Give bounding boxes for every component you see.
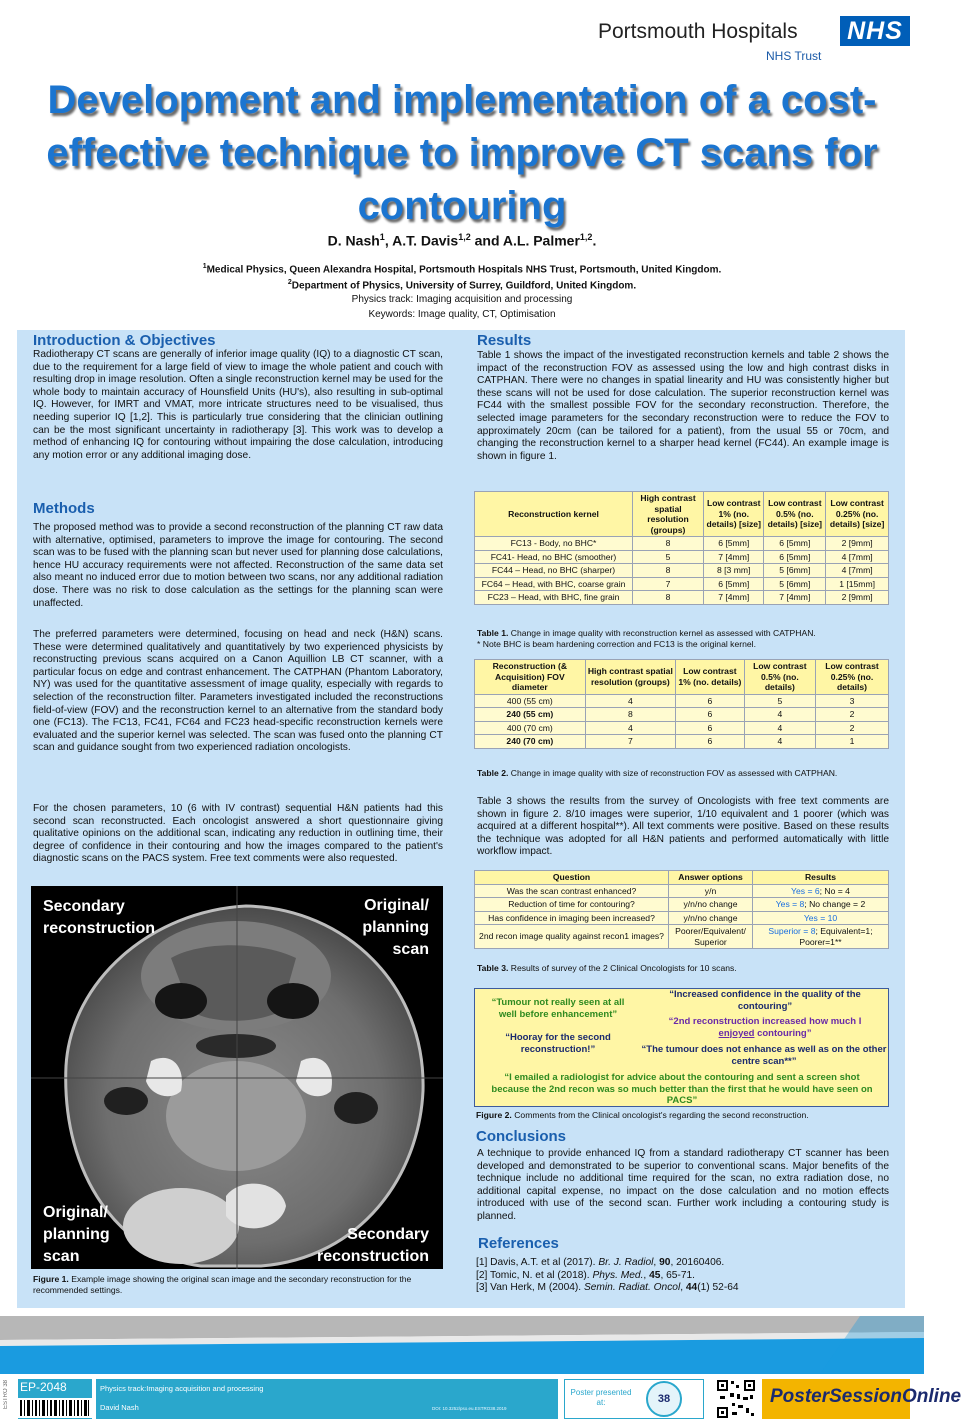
results-paragraph: Table 1 shows the impact of the investigated reconstruction kernels and table 2 shows the impact of the reconstruction FOV as assessed using the low and high contrast disks in CATPHAN. There were no changes in spatial linearity and HU was consistently higher but these scans will not be used for dose calculation. The superior reconstruction kernel was FC44 with the smallest possible FOV for the secondary reconstruction. Therefore, the selected image parameters for the secondary reconstruction were to reduce the FOV to approximately 20cm (can be tailored for a patient), from the usual 55 or 70cm, and changing the reconstruction kernel to a sharper head kernel (FC44). An example image is shown in figure 1. (477, 350, 889, 462)
table-cell: 2 [9mm] (826, 591, 889, 605)
methods-paragraph: The preferred parameters were determined, focusing on head and neck (H&N) scans. These were determined qualitatively and quantitatively by two experienced physicists by reconstructing previous scans acquired on a Canon Aquillion LB CT scanner, with a particular focus on edge and contrast enhancement. The CATPHAN (Phantom Laboratory, NY) was used for the quantitative assessment of image quality, especially with regards to selection of the reconstruction filter. Parameters investigated included the reconstructions field-of-view (FOV) and the reconstruction kernel to an alternative from the standard body one (FC13). The FC13, FC41, FC64 and FC23 head-specific reconstruction kernels were evaluated and the superior kernel was selected. The scan was fused onto the planning CT scan and guidance sought from two experienced radiation oncologists. (33, 629, 443, 754)
intro-heading: Introduction & Objectives (33, 332, 216, 349)
label-original-planning-scan: Original/ planning scan (362, 897, 429, 958)
table-cell: 7 [4mm] (704, 550, 764, 564)
affiliation-line (0, 276, 924, 292)
table-cell: 5 [6mm] (764, 577, 826, 591)
table-cell: y/n (669, 884, 753, 898)
table-cell: Was the scan contrast enhanced? (475, 884, 669, 898)
comments-box (474, 988, 889, 1107)
column-header: Low contrast 1% (no. details) [size] (704, 492, 764, 537)
table-cell: 4 (744, 721, 815, 735)
author-affiliation-mark: 1 (379, 232, 385, 242)
table-row (475, 708, 889, 722)
footer-stripes (0, 1316, 924, 1374)
column-header: Reconstruction (& Acquisition) FOV diameter (475, 660, 586, 695)
comment-quote: “Tumour not really seen at all well before enhancement” (491, 997, 625, 1020)
author-affiliation-mark: 1,2 (579, 232, 593, 242)
ct-scan-image (31, 886, 443, 1269)
table-cell: 4 (744, 708, 815, 722)
table-row (475, 721, 889, 735)
figure2-caption: Figure 2. Comments from the Clinical oncologist's regarding the second reconstruction. (476, 1110, 809, 1120)
affiliation-number: 2 (287, 279, 292, 287)
table-cell: 8 (633, 591, 704, 605)
table-cell: 8 (585, 708, 675, 722)
table-cell: Has confidence in imaging been increased? (475, 911, 669, 925)
table-header-row (475, 660, 889, 695)
table-reconstruction-kernel (474, 491, 889, 605)
table-reconstruction-fov (474, 659, 889, 749)
methods-heading: Methods (33, 500, 95, 517)
table-cell: 3 (816, 694, 889, 708)
author-name: D. Nash (327, 232, 380, 249)
table-row (475, 591, 889, 605)
table-cell: 2 (816, 708, 889, 722)
column-header: Results (753, 871, 889, 885)
table3-caption: Table 3. Results of survey of the 2 Clinical Oncologists for 10 scans. (477, 963, 737, 973)
table-cell: Yes = 10 (753, 911, 889, 925)
figure1-caption: Figure 1. Example image showing the original scan image and the secondary reconstruction for the recommended settings. (33, 1274, 412, 1295)
table-cell: y/n/no change (669, 911, 753, 925)
table-cell: 400 (55 cm) (475, 694, 586, 708)
table-row (475, 577, 889, 591)
table-cell: Superior = 8; Equivalent=1; Poorer=1** (753, 925, 889, 949)
column-header: Low contrast 1% (no. details) (675, 660, 744, 695)
table-row (475, 564, 889, 578)
table-cell: 7 [4mm] (704, 591, 764, 605)
organisation-subtitle: NHS Trust (766, 49, 822, 63)
table-cell: FC44 – Head, no BHC (sharper) (475, 564, 633, 578)
side-label: ESTRO 38 (3, 1380, 9, 1410)
estro-badge-icon: 38 (646, 1381, 682, 1417)
table-cell: FC64 – Head, with BHC, coarse grain (475, 577, 633, 591)
footer-doi: DOI: 10.3252/pso.eu.ESTRO38.2019 (432, 1406, 507, 1411)
reference-item: [1] Davis, A.T. et al (2017). Br. J. Radiol, 90, 20160406. (476, 1257, 725, 1268)
methods-paragraph: For the chosen parameters, 10 (6 with IV contrast) sequential H&N patients had this second scan reconstructed. Each oncologist answered a short questionnaire giving qualitative opinions on the additional scan, indicating any reduction in outlining time, their degree of confidence in their contouring and how the images compared to the patient's diagnostic scans on the PACS system. Free text comments were also requested. (33, 803, 443, 865)
footer-stripes-graphic (0, 1316, 924, 1374)
table-cell: 2nd recon image quality against recon1 images? (475, 925, 669, 949)
comment-quote: “Hooray for the second reconstruction!” (505, 1032, 611, 1055)
table-row (475, 537, 889, 551)
table2-caption: Table 2. Change in image quality with size of reconstruction FOV as assessed with CATPHAN. (477, 768, 838, 778)
table-cell: 1 [15mm] (826, 577, 889, 591)
table-cell: 240 (70 cm) (475, 735, 586, 749)
table-cell: 5 (744, 694, 815, 708)
footer-track: Physics track:Imaging acquisition and processing (100, 1384, 264, 1393)
affiliation-line (0, 260, 924, 276)
table-cell: 5 [6mm] (764, 564, 826, 578)
column-header: Low contrast 0.25% (no. details) (816, 660, 889, 695)
table-cell: FC41- Head, no BHC (smoother) (475, 550, 633, 564)
track-line: Physics track: Imaging acquisition and processing (351, 294, 573, 305)
column-header: Answer options (669, 871, 753, 885)
nhs-logo: NHS (840, 16, 910, 46)
reference-item: [2] Tomic, N. et al (2018). Phys. Med., 45, 65-71. (476, 1269, 695, 1281)
table-header-row (475, 492, 889, 537)
table-cell: 6 (675, 721, 744, 735)
table-cell: y/n/no change (669, 898, 753, 912)
results-heading: Results (477, 332, 532, 349)
table-cell: 4 [7mm] (826, 550, 889, 564)
label-secondary-reconstruction: Secondary reconstruction (316, 1226, 429, 1265)
table-cell: 1 (816, 735, 889, 749)
column-header: Question (475, 871, 669, 885)
qr-code-icon[interactable] (716, 1379, 756, 1419)
reference-item: [3] Van Herk, M (2004). Semin. Radiat. Oncol, 44(1) 52-64 (476, 1282, 739, 1294)
table-oncologist-survey (474, 870, 889, 949)
table-cell: 7 (633, 577, 704, 591)
table-cell: 6 [5mm] (764, 550, 826, 564)
comment-quote: “I emailed a radiologist for advice about the contouring and sent a screen shot because the 2nd recon was so much better than the first that he would have seen on PACS” (491, 1072, 873, 1106)
table-cell: 4 (744, 735, 815, 749)
table-cell: 2 (816, 721, 889, 735)
table-cell: 4 [7mm] (826, 564, 889, 578)
presented-at-label: Poster presented at: (570, 1388, 632, 1407)
table-row (475, 735, 889, 749)
poster-session-online-text: PosterSessionOnline (770, 1386, 961, 1407)
table-row (475, 884, 889, 898)
table-cell: Reduction of time for contouring? (475, 898, 669, 912)
table-cell: 7 [4mm] (764, 591, 826, 605)
table-cell: 7 (585, 735, 675, 749)
column-header: Reconstruction kernel (475, 492, 633, 537)
table-row (475, 898, 889, 912)
table-cell: 8 [3 mm] (704, 564, 764, 578)
table-cell: 6 [5mm] (764, 537, 826, 551)
table-row (475, 694, 889, 708)
table-cell: Poorer/Equivalent/ Superior (669, 925, 753, 949)
table1-caption: Table 1. Change in image quality with reconstruction kernel as assessed with CATPHAN. * Note BHC is beam hardening correction and FC13 is the original kernel. (477, 628, 816, 649)
table-cell: FC23 – Head, with BHC, fine grain (475, 591, 633, 605)
references-heading: References (478, 1235, 559, 1252)
table-cell: 2 [9mm] (826, 537, 889, 551)
table-cell: 6 [5mm] (704, 577, 764, 591)
intro-text: Radiotherapy CT scans are generally of inferior image quality (IQ) to a diagnostic CT scan, due to the requirement for a large field of view to image the whole patient and couch with resulting drop in image resolution. Often a single reconstruction kernel may be used for the whole body to maintain accuracy of Hounsfield Units (HU's), also resulting in sub-optimal IQ. However, for IMRT and VMAT, more intricate structures need to be visualised, thus needing superior IQ [1,2]. This is particularly true considering that the clinician outlining can be the most significant uncertainty in radiotherapy [3]. This work was to develop a method of enhancing IQ for contouring without impairing the dose calculation, introducing any motion error or any additional imaging dose. (33, 349, 443, 461)
affiliation-text: Department of Physics, University of Surrey, Guildford, United Kingdom. (291, 280, 637, 292)
table-cell: 6 [5mm] (704, 537, 764, 551)
table-cell: 8 (633, 537, 704, 551)
barcode-icon (18, 1398, 92, 1418)
table-cell: Yes = 8; No change = 2 (753, 898, 889, 912)
keywords-line: Keywords: Image quality, CT, Optimisation (368, 309, 556, 320)
table-cell: 8 (633, 564, 704, 578)
affiliations (0, 260, 924, 293)
comment-quote: “The tumour does not enhance as well as on the other centre scan**” (641, 1044, 887, 1067)
affiliation-text: Medical Physics, Queen Alexandra Hospital, Portsmouth Hospitals NHS Trust, Portsmouth, United Kingdom. (206, 264, 722, 276)
table-cell: 6 (675, 735, 744, 749)
column-header: Low contrast 0.5% (no. details) (744, 660, 815, 695)
label-secondary-reconstruction: Secondary reconstruction (43, 898, 156, 937)
column-header: Low contrast 0.5% (no. details) [size] (764, 492, 826, 537)
author-affiliation-mark: 1,2 (458, 232, 471, 242)
comment-quote: “Increased confidence in the quality of the contouring” (669, 989, 861, 1012)
results-paragraph: Table 3 shows the results from the survey of Oncologists with free text comments are shown in figure 2. 8/10 images were superior, 1/10 equivalent and 1 poorer (which was acquired at a different hospital**). All text comments were positive. Based on these results the technique was adopted for all H&N patients and performed automatically with little workflow impact. (477, 796, 889, 858)
label-original-planning-scan: Original/ planning scan (43, 1204, 110, 1265)
poster-id: EP-2048 (20, 1380, 67, 1394)
table-cell: 4 (585, 694, 675, 708)
organisation-name: Portsmouth Hospitals (598, 20, 798, 43)
reference-list (476, 1257, 888, 1295)
table-cell: 6 (675, 708, 744, 722)
table-cell: FC13 - Body, no BHC* (475, 537, 633, 551)
table-cell: 5 (633, 550, 704, 564)
methods-paragraph: The proposed method was to provide a second reconstruction of the planning CT raw data with alternative, optimised, parameters to improve the image for contouring. The second scan was to be fused with the planning scan but never used for planning dose calculations, hence HU accuracy requirements were not affected. Reconstruction of the same data set also meant no induced error due to motion between two scans, nor any additional radiation dose. There was no risk to dose calculation as the settings for the planning scan were unaffected. (33, 522, 443, 609)
track-and-keywords (0, 292, 924, 322)
table-row (475, 925, 889, 949)
conclusions-heading: Conclusions (476, 1128, 567, 1145)
table-row (475, 911, 889, 925)
table-header-row (475, 871, 889, 885)
table-cell: 6 (675, 694, 744, 708)
poster-title: Development and implementation of a cost-effective technique to improve CT scans for contouring (46, 78, 878, 228)
column-header: High contrast spatial resolution (groups) (585, 660, 675, 695)
column-header: Low contrast 0.25% (no. details) [size] (826, 492, 889, 537)
author-name: A.L. Palmer (502, 232, 580, 249)
table-cell: Yes = 6; No = 4 (753, 884, 889, 898)
conclusions-text: A technique to provide enhanced IQ from a standard radiotherapy CT scanner has been developed and demonstrated to be superior to conventional scans. Major benefits of the technique include no additional time required for the scan, no extra radiation dose, no additional capital expense, no impact on the dose calculation and no motion effects introduced with use of the second scan. Further work including a contouring study is planned. (477, 1148, 889, 1222)
column-header: High contrast spatial resolution (groups) (633, 492, 704, 537)
footer-author: David Nash (100, 1403, 139, 1412)
table-cell: 240 (55 cm) (475, 708, 586, 722)
comment-quote: “2nd reconstruction increased how much I enjoyed contouring” (668, 1016, 862, 1039)
table-cell: 4 (585, 721, 675, 735)
author-name: A.T. Davis (392, 232, 459, 249)
affiliation-number: 1 (202, 263, 207, 270)
author-list: D. Nash$^1$, A.T. Davis$^{1,2}$ and A.L. Palmer$^{1,2}$. (327, 232, 597, 249)
table-cell: 400 (70 cm) (475, 721, 586, 735)
table-row (475, 550, 889, 564)
